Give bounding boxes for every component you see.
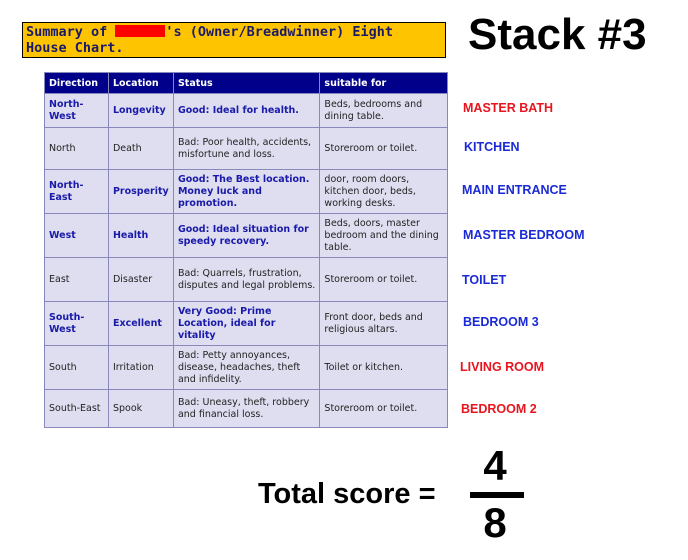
score-denominator: 8 [483, 499, 507, 546]
cell-direction: South-West [45, 302, 109, 346]
cell-status: Bad: Poor health, accidents, misfortune and loss. [173, 128, 319, 170]
cell-status: Good: Ideal for health. [173, 94, 319, 128]
room-label: LIVING ROOM [460, 360, 545, 374]
cell-location: Disaster [108, 258, 173, 302]
table-row [45, 214, 448, 258]
table-row [45, 302, 448, 346]
room-label: MASTER BATH [463, 101, 554, 115]
room-label: BEDROOM 2 [461, 402, 537, 416]
cell-direction: North [45, 128, 109, 170]
table-row [45, 94, 448, 128]
summary-suffix: 's (Owner/Breadwinner) Eight [165, 24, 393, 40]
summary-prefix: Summary of [26, 24, 116, 40]
score-numerator: 4 [483, 442, 507, 489]
table-row [45, 390, 448, 428]
eight-house-table [44, 72, 448, 428]
table-row [45, 258, 448, 302]
cell-direction: West [45, 214, 109, 258]
redaction-block [115, 25, 165, 37]
header-suitable-for: suitable for [320, 73, 448, 94]
cell-location: Excellent [108, 302, 173, 346]
cell-location: Health [108, 214, 173, 258]
room-label: MAIN ENTRANCE [462, 183, 567, 197]
cell-location: Spook [108, 390, 173, 428]
cell-location: Irritation [108, 346, 173, 390]
table-row [45, 346, 448, 390]
cell-status: Good: Ideal situation for speedy recovery. [173, 214, 319, 258]
table-row [45, 170, 448, 214]
cell-suitable-for: Front door, beds and religious altars. [320, 302, 448, 346]
table-row [45, 128, 448, 170]
cell-location: Longevity [108, 94, 173, 128]
total-score-label: Total score = [258, 478, 436, 510]
cell-direction: South [45, 346, 109, 390]
cell-direction: South-East [45, 390, 109, 428]
cell-direction: North-West [45, 94, 109, 128]
cell-status: Bad: Petty annoyances, disease, headaches, theft and infidelity. [173, 346, 319, 390]
cell-status: Bad: Quarrels, frustration, disputes and legal problems. [173, 258, 319, 302]
header-location: Location [108, 73, 173, 94]
cell-direction: North-East [45, 170, 109, 214]
cell-status: Bad: Uneasy, theft, robbery and financial loss. [173, 390, 319, 428]
cell-suitable-for: Beds, bedrooms and dining table. [320, 94, 448, 128]
cell-suitable-for: Storeroom or toilet. [320, 390, 448, 428]
cell-status: Good: The Best location. Money luck and promotion. [173, 170, 319, 214]
cell-suitable-for: Beds, doors, master bedroom and the dining table. [320, 214, 448, 258]
stack-title: Stack #3 [468, 10, 647, 59]
room-label: KITCHEN [464, 140, 520, 154]
cell-suitable-for: Storeroom or toilet. [320, 258, 448, 302]
room-label: BEDROOM 3 [463, 315, 539, 329]
cell-suitable-for: Storeroom or toilet. [320, 128, 448, 170]
room-label: TOILET [462, 273, 507, 287]
summary-line2: House Chart. [26, 40, 124, 56]
cell-status: Very Good: Prime Location, ideal for vitality [173, 302, 319, 346]
cell-location: Prosperity [108, 170, 173, 214]
summary-title-box [22, 22, 446, 58]
fraction-bar [470, 492, 524, 498]
header-direction: Direction [45, 73, 109, 94]
cell-suitable-for: door, room doors, kitchen door, beds, working desks. [320, 170, 448, 214]
cell-direction: East [45, 258, 109, 302]
table-header-row [45, 73, 448, 94]
header-status: Status [173, 73, 319, 94]
cell-location: Death [108, 128, 173, 170]
room-label: MASTER BEDROOM [463, 228, 585, 242]
cell-suitable-for: Toilet or kitchen. [320, 346, 448, 390]
